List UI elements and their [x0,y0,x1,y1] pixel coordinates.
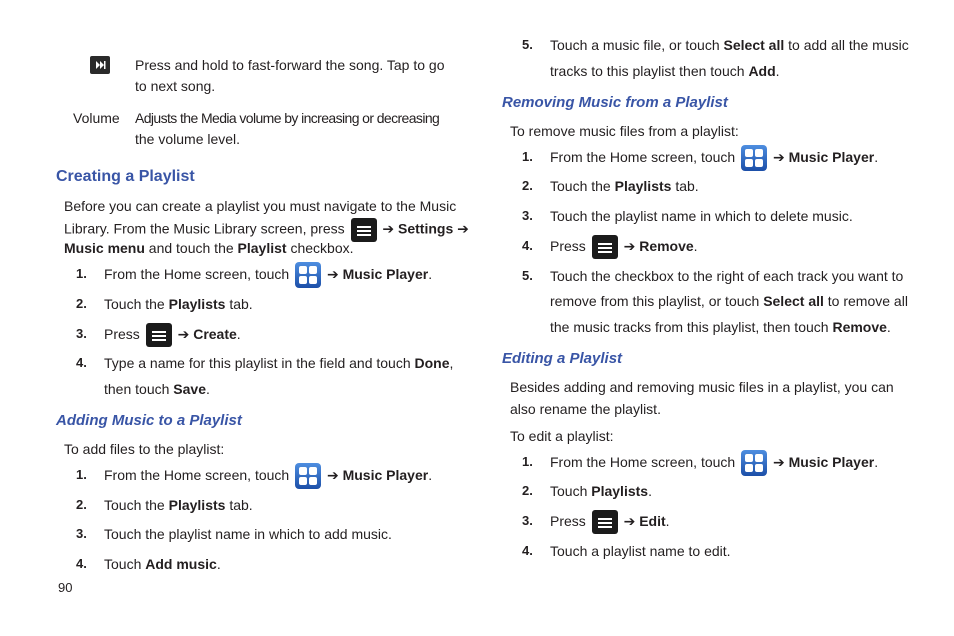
adding-intro: To add files to the playlist: [64,441,225,457]
removing-step-2 [550,177,699,195]
step-text: . [693,238,698,254]
step-text: . [874,454,879,470]
step-text: Touch [104,556,146,572]
step-text: tracks to this playlist then touch [550,63,749,79]
step-text: . [236,326,241,342]
step-text: . [428,266,433,282]
adding-step-5-line1 [550,36,909,54]
select-all-label: Select all [763,293,824,309]
creating-step-4-line1 [104,354,453,372]
step-number: 2. [522,178,533,193]
step-text: , [449,355,454,371]
step-text: Touch [550,483,592,499]
arrow-icon: ➔ [623,238,636,254]
playlists-label: Playlists [591,483,649,499]
creating-playlist-heading: Creating a Playlist [56,168,195,185]
step-text: Press [550,238,586,254]
add-music-label: Add music [145,556,217,572]
creating-intro-line3 [64,239,354,257]
step-number: 4. [76,556,87,571]
creating-step-4-line2 [104,380,210,398]
editing-playlist-heading: Editing a Playlist [502,350,623,367]
step-number: 2. [76,296,87,311]
select-all-label: Select all [723,37,785,53]
adding-step-5-line2 [550,62,780,80]
step-text: to add all the music [784,37,909,53]
apps-icon [741,145,767,171]
removing-step-5-line1: Touch the checkbox to the right of each track you want to [550,268,904,284]
step-text: Press [550,513,586,529]
music-menu-label: Music menu [64,240,145,256]
add-label: Add [748,63,776,79]
adding-music-heading: Adding Music to a Playlist [56,412,242,429]
music-player-label: Music Player [788,454,875,470]
step-number: 2. [76,497,87,512]
editing-step-2 [550,482,652,500]
step-text: tab. [225,296,253,312]
arrow-icon: ➔ [623,513,636,529]
step-text: to remove all [823,293,908,309]
step-text: Touch the [104,497,169,513]
creating-intro-line1: Before you can create a playlist you must navigate to the Music [64,198,457,214]
arrow-icon: ➔ [177,326,190,342]
step-number: 3. [76,526,87,541]
menu-key-icon [592,235,618,259]
volume-label: Volume [73,110,120,126]
removing-step-1 [550,145,878,171]
apps-icon [295,463,321,489]
step-text: . [205,381,210,397]
editing-intro2: To edit a playlist: [510,428,614,444]
step-number: 3. [522,513,533,528]
editing-intro-line1: Besides adding and removing music files in a playlist, you can [510,379,894,395]
step-number: 1. [522,149,533,164]
creating-intro-text: Library. From the Music Library screen, press [64,220,345,237]
arrow-icon: ➔ [382,220,395,237]
removing-step-3: Touch the playlist name in which to delete music. [550,208,853,224]
ff-description-line1: Press and hold to fast-forward the song. Tap to go [135,57,445,73]
step-number: 4. [522,238,533,253]
step-number: 3. [76,326,87,341]
step-number: 5. [522,37,533,52]
step-text: Press [104,326,140,342]
step-text: Touch the [104,296,169,312]
apps-icon [741,450,767,476]
arrow-icon: ➔ [457,220,469,237]
step-number: 1. [76,266,87,281]
step-text: Touch the [550,178,615,194]
step-text: Type a name for this playlist in the field and touch [104,355,415,371]
step-text: . [775,63,780,79]
adding-step-2 [104,496,253,514]
step-text: From the Home screen, touch [104,467,290,483]
remove-label: Remove [832,319,887,335]
adding-step-1 [104,463,432,489]
step-number: 2. [522,483,533,498]
step-text: tab. [671,178,699,194]
menu-key-icon [351,218,377,242]
creating-intro-text: and touch the [144,240,238,256]
music-player-label: Music Player [342,467,429,483]
remove-label: Remove [639,238,694,254]
step-text: . [886,319,891,335]
edit-label: Edit [639,513,666,529]
editing-step-4: Touch a playlist name to edit. [550,543,731,559]
step-text: From the Home screen, touch [550,454,736,470]
step-text: From the Home screen, touch [104,266,290,282]
step-text: . [874,149,879,165]
removing-intro: To remove music files from a playlist: [510,123,739,139]
music-player-label: Music Player [342,266,429,282]
create-label: Create [193,326,237,342]
step-number: 4. [522,543,533,558]
removing-step-5-line3 [550,318,891,336]
step-text: . [648,483,652,499]
removing-step-5-line2 [550,292,908,310]
playlists-label: Playlists [168,296,226,312]
creating-step-2 [104,295,253,313]
editing-step-1 [550,450,878,476]
fast-forward-icon [90,56,110,74]
playlists-label: Playlists [614,178,672,194]
step-text: . [428,467,433,483]
arrow-icon: ➔ [326,467,339,483]
step-text: the music tracks from this playlist, then touch [550,319,833,335]
arrow-icon: ➔ [772,454,785,470]
editing-step-3 [550,509,670,534]
step-number: 1. [522,454,533,469]
adding-step-4 [104,555,221,573]
step-text: tab. [225,497,253,513]
step-number: 3. [522,208,533,223]
menu-key-icon [146,323,172,347]
step-text: From the Home screen, touch [550,149,736,165]
adding-step-3: Touch the playlist name in which to add music. [104,526,392,542]
apps-icon [295,262,321,288]
step-number: 5. [522,268,533,283]
step-text: Touch a music file, or touch [550,37,724,53]
menu-key-icon [592,510,618,534]
removing-step-4 [550,234,698,259]
arrow-icon: ➔ [326,266,339,282]
volume-description-line2: the volume level. [135,131,241,147]
done-label: Done [414,355,450,371]
step-text: . [216,556,221,572]
step-text: . [665,513,670,529]
creating-intro-text: checkbox. [286,240,354,256]
step-text: remove from this playlist, or touch [550,293,764,309]
creating-step-1 [104,262,432,288]
removing-music-heading: Removing Music from a Playlist [502,94,728,111]
editing-intro-line2: also rename the playlist. [510,401,661,417]
step-number: 1. [76,467,87,482]
arrow-icon: ➔ [772,149,785,165]
ff-description-line2: to next song. [135,78,216,94]
volume-description-line1: Adjusts the Media volume by increasing or decreasing [135,110,440,126]
playlists-label: Playlists [168,497,226,513]
step-text: then touch [104,381,174,397]
page-number: 90 [58,580,73,595]
playlist-label: Playlist [237,240,287,256]
settings-label: Settings [398,220,454,237]
creating-step-3 [104,322,241,347]
save-label: Save [173,381,206,397]
step-number: 4. [76,355,87,370]
music-player-label: Music Player [788,149,875,165]
